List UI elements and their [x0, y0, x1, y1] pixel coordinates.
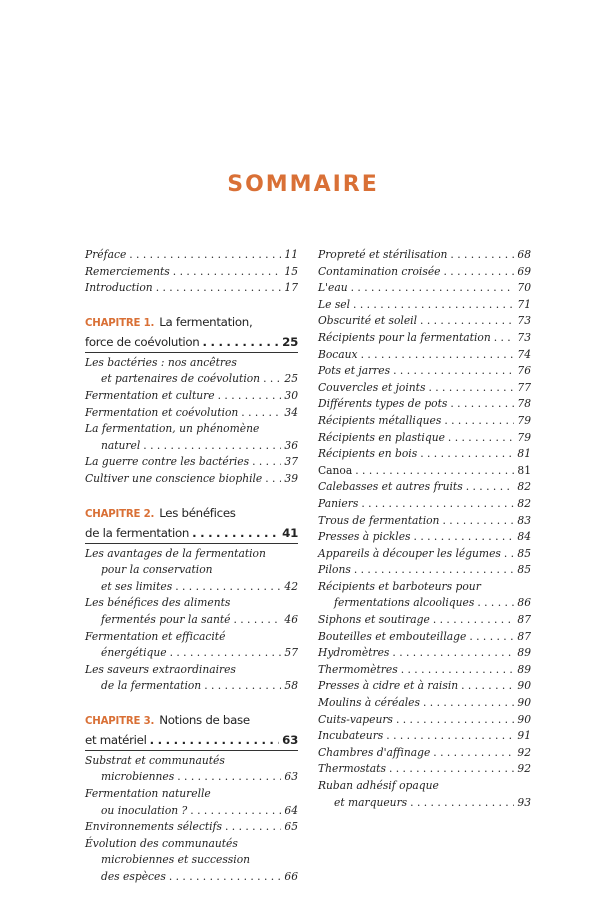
- toc-entry-line[interactable]: Les saveurs extraordinaires: [85, 662, 236, 676]
- chapter-heading[interactable]: [85, 711, 298, 731]
- page-number: 73: [517, 330, 531, 344]
- toc-entry[interactable]: [85, 280, 298, 297]
- toc-entry-line[interactable]: Évolution des communautés: [85, 836, 238, 850]
- leader-dots: [443, 264, 514, 281]
- page-number: 85: [517, 546, 531, 560]
- page-number: 92: [517, 745, 531, 759]
- page-number: 37: [284, 455, 298, 469]
- toc-entry-line[interactable]: microbiennes et succession: [101, 853, 251, 867]
- leader-dots: [129, 247, 281, 264]
- leader-dots: [423, 695, 514, 712]
- leader-dots: [433, 745, 514, 762]
- toc-entry[interactable]: [318, 546, 531, 563]
- page-number: 89: [517, 646, 531, 660]
- chapter-title-line[interactable]: [85, 333, 298, 351]
- leader-dots: [353, 297, 514, 314]
- toc-entry[interactable]: [85, 371, 298, 388]
- chapter-2: [85, 504, 298, 695]
- toc-label: et marqueurs: [334, 795, 408, 809]
- toc-label: Récipients métalliques: [318, 413, 442, 427]
- toc-entry[interactable]: [85, 579, 298, 596]
- toc-label: des espèces: [101, 870, 166, 884]
- chapter-3: [85, 711, 298, 886]
- chapter-rule: [85, 750, 298, 751]
- page-number: 15: [284, 264, 298, 278]
- toc-label: Moulins à céréales: [318, 696, 420, 710]
- chapter-title: force de coévolution: [85, 334, 200, 349]
- chapter-title-line[interactable]: [85, 524, 298, 542]
- leader-dots: [202, 333, 279, 351]
- chapter-title: Notions de base: [159, 712, 250, 727]
- page-number: 82: [517, 496, 531, 510]
- front-matter-list: [85, 247, 298, 297]
- page-number: 82: [517, 480, 531, 494]
- chapter-number: CHAPITRE 2.: [85, 508, 155, 520]
- leader-dots: [410, 795, 514, 812]
- toc-entry-line[interactable]: Substrat et communautés: [85, 753, 225, 767]
- toc-entry[interactable]: [318, 330, 531, 347]
- leader-dots: [355, 463, 514, 480]
- page-number: 68: [517, 248, 531, 261]
- chapter-title: La fermentation,: [159, 314, 253, 329]
- toc-label: fermentés pour la santé: [101, 612, 231, 626]
- page-title: SOMMAIRE: [227, 172, 379, 197]
- leader-dots: [204, 678, 281, 695]
- toc-label: énergétique: [101, 646, 167, 660]
- toc-label: fermentations alcooliques: [334, 596, 475, 610]
- toc-label: La guerre contre les bactéries: [85, 455, 250, 469]
- toc-label: Siphons et soutirage: [318, 613, 430, 627]
- toc-entry[interactable]: [318, 728, 531, 745]
- toc-label: Le sel: [318, 297, 351, 311]
- leader-dots: [393, 363, 514, 380]
- toc-label: Récipients pour la fermentation: [318, 330, 491, 344]
- toc-label: Récipients en plastique: [318, 430, 445, 444]
- page-number: 25: [284, 372, 298, 386]
- toc-entry[interactable]: [318, 280, 531, 297]
- toc-entry-line[interactable]: pour la conservation: [101, 563, 213, 577]
- leader-dots: [433, 612, 515, 629]
- toc-entry[interactable]: [85, 769, 298, 786]
- leader-dots: [351, 280, 515, 297]
- leader-dots: [241, 405, 281, 422]
- leader-dots: [173, 264, 282, 281]
- toc-label: Calebasses et autres fruits: [318, 480, 463, 494]
- leader-dots: [469, 629, 514, 646]
- toc-entry[interactable]: [318, 363, 531, 380]
- toc-entry[interactable]: [318, 479, 531, 496]
- toc-entry[interactable]: [85, 819, 298, 836]
- toc-entry[interactable]: [85, 247, 298, 264]
- toc-entry-line[interactable]: Fermentation naturelle: [85, 787, 211, 801]
- toc-entry-line[interactable]: Les bactéries : nos ancêtres: [85, 355, 237, 369]
- chapter-number: CHAPITRE 3.: [85, 715, 155, 727]
- page-number: 63: [282, 732, 298, 747]
- chapter-heading[interactable]: [85, 504, 298, 524]
- chapter-title-line[interactable]: [85, 731, 298, 749]
- toc-entry[interactable]: [85, 388, 298, 405]
- toc-label: Presses à cidre et à raisin: [318, 679, 459, 693]
- leader-dots: [361, 347, 515, 364]
- chapter-title: Les bénéfices: [159, 505, 236, 520]
- toc-entry[interactable]: [318, 695, 531, 712]
- toc-entry[interactable]: [85, 645, 298, 662]
- toc-label: Thermostats: [318, 762, 386, 776]
- leader-dots: [444, 413, 514, 430]
- toc-entry[interactable]: [318, 662, 531, 679]
- toc-label: Trous de fermentation: [318, 513, 440, 527]
- toc-left-column: [85, 247, 298, 886]
- toc-entry[interactable]: [85, 869, 298, 886]
- toc-entry[interactable]: [85, 612, 298, 629]
- toc-label: et partenaires de coévolution: [101, 372, 261, 386]
- leader-dots: [175, 579, 281, 596]
- page-number: 36: [284, 438, 298, 452]
- page-number: 69: [517, 264, 531, 278]
- toc-entry-line[interactable]: Ruban adhésif opaque: [318, 779, 439, 792]
- toc-list: [318, 247, 531, 579]
- leader-dots: [170, 645, 282, 662]
- page-number: 90: [517, 712, 531, 726]
- toc-entry[interactable]: [318, 380, 531, 397]
- leader-dots: [225, 819, 281, 836]
- toc-entry-line[interactable]: Fermentation et efficacité: [85, 629, 226, 643]
- toc-label: Hydromètres: [318, 646, 390, 660]
- chapter-1: [85, 313, 298, 488]
- leader-dots: [252, 454, 281, 471]
- toc-label: naturel: [101, 438, 141, 452]
- leader-dots: [461, 678, 514, 695]
- page-number: 77: [517, 380, 531, 394]
- chapter-title: et matériel: [85, 732, 147, 747]
- toc-label: Obscurité et soleil: [318, 314, 418, 328]
- leader-dots: [389, 761, 514, 778]
- leader-dots: [450, 396, 514, 413]
- page-number: 65: [284, 820, 298, 834]
- page-number: 34: [284, 405, 298, 419]
- page-number: 83: [517, 513, 531, 527]
- toc-label: Canoa: [318, 463, 353, 477]
- toc-entry[interactable]: [318, 761, 531, 778]
- toc-label: Préface: [85, 248, 127, 261]
- page-number: 57: [284, 646, 298, 660]
- page-number: 81: [517, 447, 531, 461]
- toc-label: Paniers: [318, 496, 359, 510]
- leader-dots: [386, 728, 514, 745]
- page-number: 81: [517, 463, 531, 477]
- toc-label: ou inoculation ?: [101, 803, 188, 817]
- toc-label: Bouteilles et embouteillage: [318, 629, 467, 643]
- page-number: 86: [517, 596, 531, 610]
- page-number: 79: [517, 413, 531, 427]
- toc-label: Introduction: [85, 281, 153, 295]
- page-number: 74: [517, 347, 531, 361]
- chapter-rule: [85, 543, 298, 544]
- page-number: 42: [284, 579, 298, 593]
- leader-dots: [401, 662, 515, 679]
- toc-label: Bocaux: [318, 347, 358, 361]
- page-number: 84: [517, 530, 531, 544]
- page-number: 30: [284, 388, 298, 402]
- toc-entry[interactable]: [85, 264, 298, 281]
- leader-dots: [414, 529, 515, 546]
- chapter-title: de la fermentation: [85, 525, 190, 540]
- toc-entry[interactable]: [85, 405, 298, 422]
- toc-entry[interactable]: [318, 463, 531, 480]
- toc-label: Appareils à découper les légumes: [318, 546, 501, 560]
- toc-label: et ses limites: [101, 579, 173, 593]
- toc-entry[interactable]: [318, 562, 531, 579]
- toc-label: Cuits-vapeurs: [318, 712, 393, 726]
- page-number: 39: [284, 471, 298, 485]
- toc-label: Récipients en bois: [318, 447, 418, 461]
- leader-dots: [450, 247, 514, 264]
- page-number: 70: [517, 281, 531, 295]
- leader-dots: [494, 330, 515, 347]
- leader-dots: [143, 438, 281, 455]
- chapter-rule: [85, 352, 298, 353]
- toc-entry[interactable]: [85, 803, 298, 820]
- leader-dots: [396, 712, 514, 729]
- toc-entry[interactable]: [85, 678, 298, 695]
- leader-dots: [428, 380, 514, 397]
- leader-dots: [150, 731, 280, 749]
- page-number: 90: [517, 696, 531, 710]
- page-number: 73: [517, 314, 531, 328]
- page-number: 85: [517, 563, 531, 577]
- toc-entry[interactable]: [318, 513, 531, 530]
- page-number: 76: [517, 364, 531, 378]
- toc-entry-line[interactable]: Les bénéfices des aliments: [85, 596, 231, 610]
- toc-label: Environnements sélectifs: [85, 820, 222, 834]
- toc-entry[interactable]: [85, 438, 298, 455]
- leader-dots: [156, 280, 282, 297]
- toc-entry[interactable]: [318, 595, 531, 612]
- toc-list: [318, 612, 531, 778]
- leader-dots: [477, 595, 514, 612]
- page-number: 46: [284, 612, 298, 626]
- toc-entry[interactable]: [318, 264, 531, 281]
- toc-entry[interactable]: [318, 612, 531, 629]
- toc-label: Couvercles et joints: [318, 380, 426, 394]
- toc-entry[interactable]: [318, 529, 531, 546]
- toc-label: L'eau: [318, 281, 348, 295]
- leader-dots: [504, 546, 515, 563]
- page-number: 90: [517, 679, 531, 693]
- toc-entry[interactable]: [318, 629, 531, 646]
- toc-label: Contamination croisée: [318, 264, 441, 278]
- leader-dots: [466, 479, 515, 496]
- page-number: 41: [282, 525, 298, 540]
- page-number: 93: [517, 795, 531, 809]
- toc-entry[interactable]: [318, 678, 531, 695]
- toc-label: Remerciements: [85, 264, 170, 278]
- toc-entry[interactable]: [85, 454, 298, 471]
- toc-entry[interactable]: [318, 712, 531, 729]
- toc-label: Propreté et stérilisation: [318, 248, 448, 261]
- leader-dots: [420, 313, 514, 330]
- toc-label: microbiennes: [101, 770, 175, 784]
- leader-dots: [448, 430, 514, 447]
- toc-label: Fermentation et coévolution: [85, 405, 239, 419]
- page-number: 79: [517, 430, 531, 444]
- chapter-heading[interactable]: [85, 313, 298, 333]
- toc-label: Chambres d'affinage: [318, 745, 431, 759]
- toc-entry[interactable]: [85, 471, 298, 488]
- leader-dots: [192, 524, 279, 542]
- page-number: 91: [517, 729, 531, 743]
- page-number: 17: [284, 281, 298, 295]
- toc-label: Pots et jarres: [318, 364, 391, 378]
- toc-label: de la fermentation: [101, 679, 202, 693]
- leader-dots: [354, 562, 515, 579]
- toc-entry[interactable]: [318, 795, 531, 812]
- leader-dots: [190, 803, 281, 820]
- page-number: 63: [284, 770, 298, 784]
- leader-dots: [361, 496, 514, 513]
- page-number: 71: [517, 297, 531, 311]
- toc-entry-line[interactable]: Les avantages de la fermentation: [85, 546, 266, 560]
- toc-label: Presses à pickles: [318, 530, 411, 544]
- toc-entry[interactable]: [318, 645, 531, 662]
- leader-dots: [177, 769, 281, 786]
- toc-entry[interactable]: [318, 297, 531, 314]
- leader-dots: [392, 645, 514, 662]
- toc-label: Pilons: [318, 563, 351, 577]
- toc-entry[interactable]: [318, 396, 531, 413]
- toc-entry[interactable]: [318, 745, 531, 762]
- toc-right-column: [318, 247, 531, 811]
- toc-label: Incubateurs: [318, 729, 384, 743]
- toc-entry[interactable]: [318, 496, 531, 513]
- page-number: 78: [517, 397, 531, 411]
- leader-dots: [265, 471, 281, 488]
- toc-entry-line[interactable]: Récipients et barboteurs pour: [318, 579, 481, 593]
- toc-entry[interactable]: [318, 413, 531, 430]
- chapter-number: CHAPITRE 1.: [85, 317, 155, 329]
- toc-entry-line[interactable]: La fermentation, un phénomène: [85, 422, 260, 436]
- page-number: 87: [517, 629, 531, 643]
- leader-dots: [233, 612, 281, 629]
- toc-entry[interactable]: [318, 313, 531, 330]
- leader-dots: [420, 446, 514, 463]
- page-number: 89: [517, 662, 531, 676]
- page-number: 92: [517, 762, 531, 776]
- toc-label: Cultiver une conscience biophile: [85, 471, 263, 485]
- page-number: 58: [284, 679, 298, 693]
- leader-dots: [218, 388, 282, 405]
- toc-entry[interactable]: [318, 347, 531, 364]
- leader-dots: [263, 371, 281, 388]
- page-number: 66: [284, 870, 298, 884]
- toc-label: Fermentation et culture: [85, 388, 215, 402]
- leader-dots: [169, 869, 282, 886]
- toc-entry[interactable]: [318, 430, 531, 447]
- toc-entry[interactable]: [318, 446, 531, 463]
- leader-dots: [442, 513, 514, 530]
- toc-label: Différents types de pots: [318, 397, 448, 411]
- page-number: 87: [517, 613, 531, 627]
- page-number: 25: [282, 334, 298, 349]
- toc-entry[interactable]: [318, 247, 531, 264]
- page-number: 11: [284, 248, 298, 261]
- page-number: 64: [284, 803, 298, 817]
- toc-label: Thermomètres: [318, 662, 398, 676]
